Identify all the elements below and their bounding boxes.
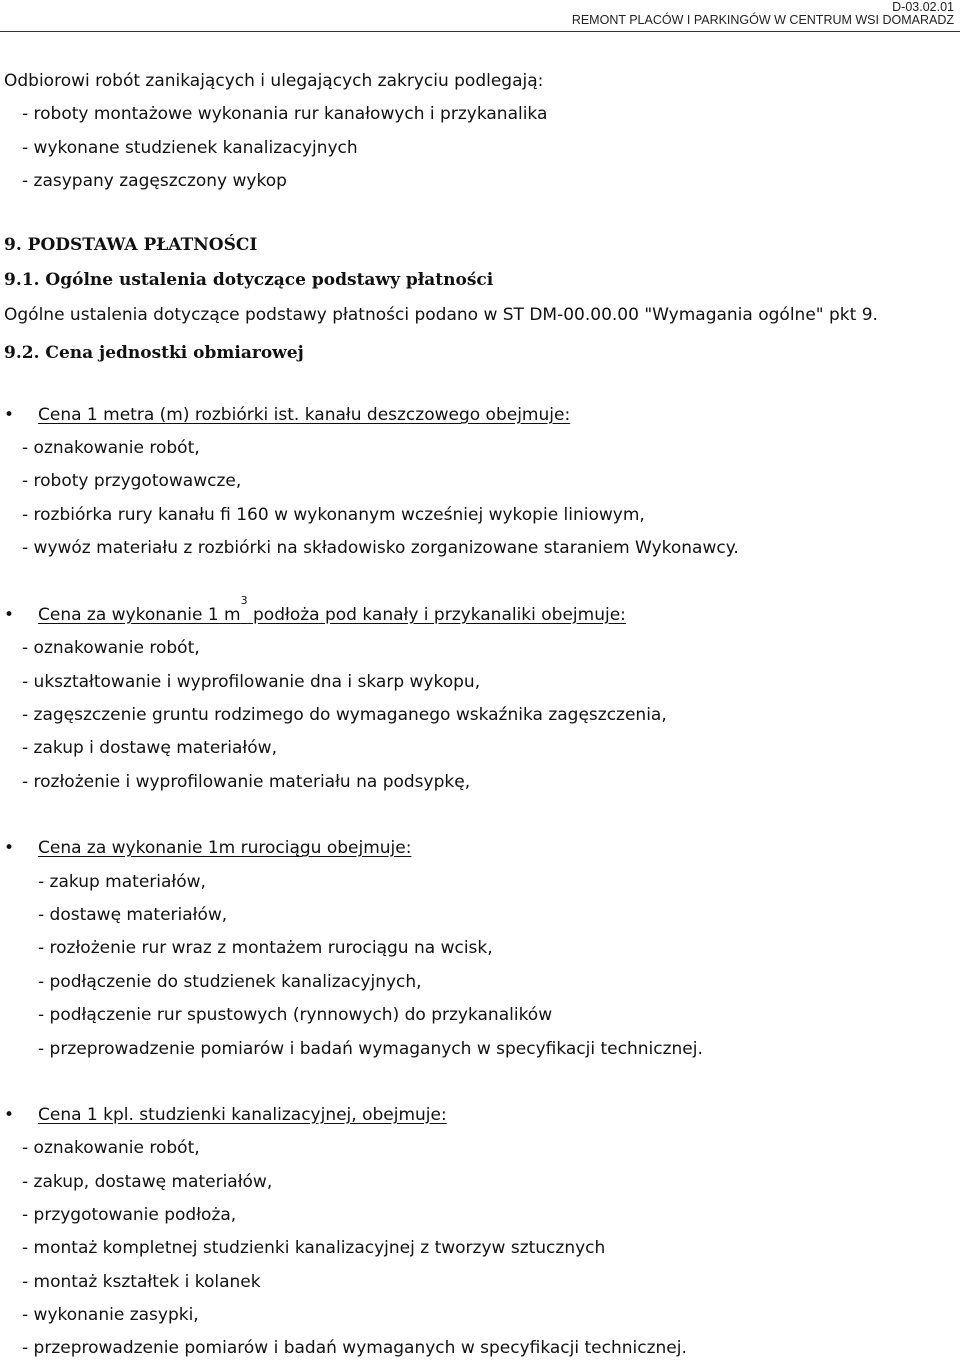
price-list-item: - przygotowanie podłoża, bbox=[22, 1205, 237, 1225]
price-list-item: - rozłożenie i wyprofilowanie materiału na podsypkę, bbox=[22, 772, 471, 792]
price-list-item: - zagęszczenie gruntu rodzimego do wymaganego wskaźnika zagęszczenia, bbox=[22, 705, 667, 725]
intro-item: - wykonane studzienek kanalizacyjnych bbox=[22, 138, 358, 158]
subsection-title: 9.1. Ogólne ustalenia dotyczące podstawy płatności bbox=[4, 270, 494, 290]
price-list-item: - przeprowadzenie pomiarów i badań wymaganych w specyfikacji technicznej. bbox=[22, 1338, 687, 1358]
price-heading: Cena 1 kpl. studzienki kanalizacyjnej, obejmuje: bbox=[38, 1105, 447, 1125]
price-list-item: - roboty przygotowawcze, bbox=[22, 471, 242, 491]
price-heading bbox=[38, 594, 626, 625]
bullet-icon: • bbox=[4, 1105, 15, 1125]
price-list-item: - zakup, dostawę materiałów, bbox=[22, 1172, 273, 1192]
price-list-item: - oznakowanie robót, bbox=[22, 1138, 200, 1158]
document-code: D-03.02.01 bbox=[892, 0, 954, 14]
price-list-item: - podłączenie do studzienek kanalizacyjnych, bbox=[38, 972, 422, 992]
price-list-item: - montaż kształtek i kolanek bbox=[22, 1272, 261, 1292]
subsection-title: 9.2. Cena jednostki obmiarowej bbox=[4, 343, 304, 363]
price-heading-part: podłoża pod kanały i przykanaliki obejmuje: bbox=[247, 605, 626, 625]
price-list-item: - montaż kompletnej studzienki kanalizacyjnej z tworzyw sztucznych bbox=[22, 1238, 606, 1258]
price-list-item: - rozłożenie rur wraz z montażem rurociągu na wcisk, bbox=[38, 938, 493, 958]
price-list-item: - rozbiórka rury kanału fi 160 w wykonanym wcześniej wykopie liniowym, bbox=[22, 505, 645, 525]
intro-item: - zasypany zagęszczony wykop bbox=[22, 171, 287, 191]
price-list-item: - ukształtowanie i wyprofilowanie dna i skarp wykopu, bbox=[22, 672, 481, 692]
intro-item: - roboty montażowe wykonania rur kanałowych i przykanalika bbox=[22, 104, 548, 124]
price-heading-part: Cena za wykonanie 1 m bbox=[38, 605, 241, 625]
price-list-item: - zakup i dostawę materiałów, bbox=[22, 738, 277, 758]
price-list-item: - dostawę materiałów, bbox=[38, 905, 228, 925]
price-list-item: - wywóz materiału z rozbiórki na składowisko zorganizowane staraniem Wykonawcy. bbox=[22, 538, 739, 558]
price-list-item: - wykonanie zasypki, bbox=[22, 1305, 199, 1325]
price-list-item: - oznakowanie robót, bbox=[22, 638, 200, 658]
price-list-item: - przeprowadzenie pomiarów i badań wymaganych w specyfikacji technicznej. bbox=[38, 1039, 703, 1059]
bullet-icon: • bbox=[4, 838, 15, 858]
price-list-item: - oznakowanie robót, bbox=[22, 438, 200, 458]
price-heading: Cena 1 metra (m) rozbiórki ist. kanału deszczowego obejmuje: bbox=[38, 405, 571, 425]
bullet-icon: • bbox=[4, 605, 15, 625]
subsection-text: Ogólne ustalenia dotyczące podstawy płatności podano w ST DM-00.00.00 "Wymagania ogólne" pkt 9. bbox=[4, 305, 878, 325]
price-list-item: - podłączenie rur spustowych (rynnowych) do przykanalików bbox=[38, 1005, 553, 1025]
header-rule bbox=[0, 31, 960, 32]
bullet-icon: • bbox=[4, 405, 15, 425]
price-list-item: - zakup materiałów, bbox=[38, 872, 206, 892]
price-heading: Cena za wykonanie 1m rurociągu obejmuje: bbox=[38, 838, 412, 858]
superscript: 3 bbox=[240, 594, 248, 607]
section-title: 9. PODSTAWA PŁATNOŚCI bbox=[4, 235, 258, 255]
intro-text: Odbiorowi robót zanikających i ulegających zakryciu podlegają: bbox=[4, 71, 544, 91]
project-title: REMONT PLACÓW I PARKINGÓW W CENTRUM WSI DOMARADZ bbox=[571, 13, 954, 27]
